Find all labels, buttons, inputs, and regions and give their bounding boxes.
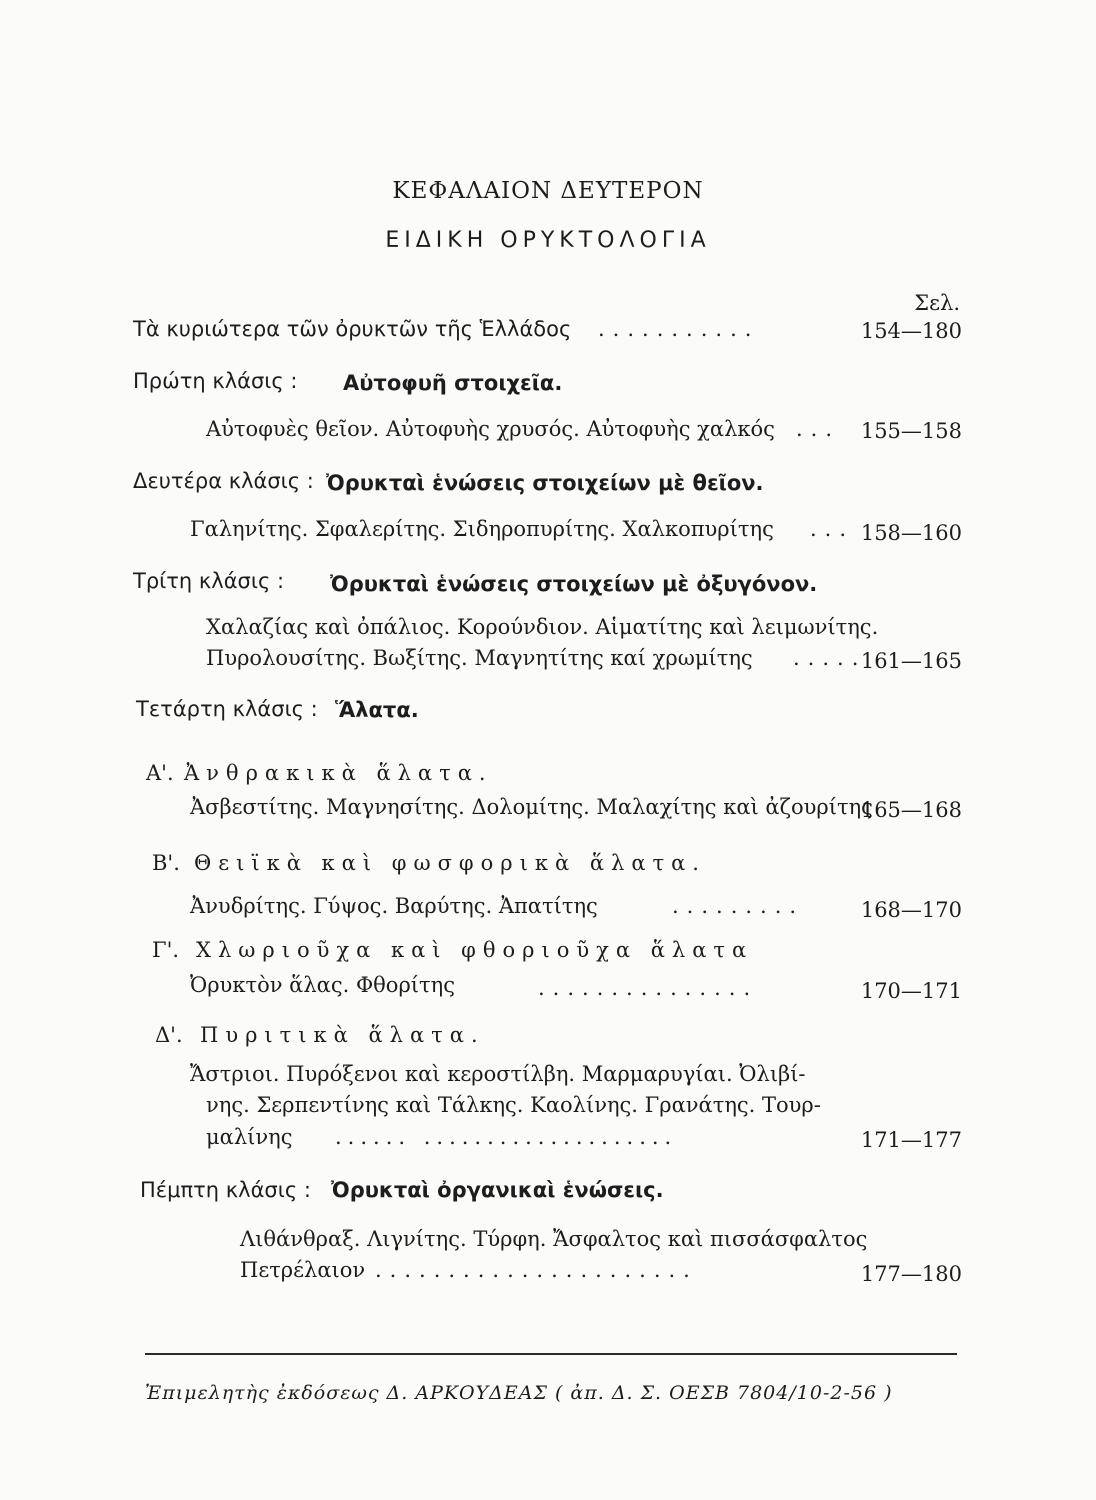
page-range: 170—171 [860,979,962,1003]
class-heading: Τετάρτη κλάσις : [136,697,318,721]
chapter-title: ΚΕΦΑΛΑΙΟΝ ΔΕΥΤΕΡΟΝ [392,178,704,204]
page-range: 161—165 [860,649,962,673]
subsection-label: Β'. [152,851,180,875]
page-range: 171—177 [860,1128,962,1152]
leader-dots: ........... [598,317,760,341]
subsection-label: Δ'. [155,1023,183,1047]
leader-dots: ...................... [375,1258,698,1282]
entry-line: Λιθάνθραξ. Λιγνίτης. Τύρφη. Ἄσφαλτος καὶ πισσάσφαλτος [240,1227,868,1251]
subsection-title: Πυριτικὰ ἅλατα. [200,1023,485,1047]
page-range: 168—170 [860,898,962,922]
page-range: 155—158 [860,419,962,443]
entry-line: νης. Σερπεντίνης καὶ Τάλκης. Καολίνης. Γρανάτης. Τουρ- [206,1093,821,1117]
subsection-title: Χλωριοῦχα καὶ φθοριοῦχα ἅλατα [196,938,754,962]
entry-line: μαλίνης [206,1125,293,1149]
class-title: Ἅλατα. [335,698,419,722]
entry-line: Ἄστριοι. Πυρόξενοι καὶ κεροστίλβη. Μαρμαρυγίαι. Ὀλιβί- [190,1062,806,1086]
entry-line: Γαληνίτης. Σφαλερίτης. Σιδηροπυρίτης. Χαλκοπυρίτης [190,517,774,541]
footer-divider [145,1353,957,1355]
entry-line: Αὐτοφυὲς θεῖον. Αὐτοφυὴς χρυσός. Αὐτοφυὴς χαλκός [206,417,775,441]
entry-line: Πετρέλαιον [240,1258,366,1282]
entry-line: Χαλαζίας καὶ ὀπάλιος. Κορούνδιον. Αἱματίτης καὶ λειμωνίτης. [206,615,879,639]
page-range: 154—180 [860,319,962,343]
leader-dots: ..... [793,646,867,670]
entry-line: Ἀσβεστίτης. Μαγνησίτης. Δολομίτης. Μαλαχίτης καὶ ἀζουρίτης [190,795,873,819]
leader-dots: ... [810,517,855,541]
class-title: Ὀρυκταὶ ἑνώσεις στοιχείων μὲ ὀξυγόνον. [330,572,818,596]
entry-line: Ὀρυκτὸν ἅλας. Φθορίτης [190,973,455,997]
class-title: Αὐτοφυῆ στοιχεῖα. [343,371,563,395]
page-column-label: Σελ. [914,291,960,315]
leader-dots: ...... .................... [335,1125,678,1149]
page-range: 165—168 [860,798,962,822]
class-heading: Πέμπτη κλάσις : [140,1178,311,1202]
subsection-title: Ἀνθρακικὰ ἅλατα. [184,761,493,785]
leader-dots: ......... [672,894,805,918]
editor-credit: Ἐπιμελητὴς ἐκδόσεως Δ. ΑΡΚΟΥΔΕΑΣ ( ἀπ. Δ. Σ. ΟΕΣΒ 7804/10-2-56 ) [145,1382,893,1404]
leader-dots: ............... [538,976,759,1000]
entry-line: Πυρολουσίτης. Βωξίτης. Μαγνητίτης καί χρωμίτης [206,646,753,670]
class-heading: Τρίτη κλάσις : [133,569,285,593]
subsection-title: Θειϊκὰ καὶ φωσφορικὰ ἅλατα. [194,851,706,875]
toc-entry-intro: Τὰ κυριώτερα τῶν ὀρυκτῶν τῆς Ἑλλάδος [133,317,572,341]
leader-dots: ... [796,417,841,441]
subsection-label: Γ'. [152,938,180,962]
page-range: 158—160 [860,521,962,545]
class-title: Ὀρυκταὶ ὀργανικαὶ ἑνώσεις. [331,1178,664,1202]
class-heading: Δευτέρα κλάσις : [133,469,314,493]
class-title: Ὀρυκταὶ ἑνώσεις στοιχείων μὲ θεῖον. [326,471,764,495]
entry-line: Ἀνυδρίτης. Γύψος. Βαρύτης. Ἀπατίτης [190,894,598,918]
page-range: 177—180 [860,1262,962,1286]
class-heading: Πρώτη κλάσις : [133,369,298,393]
subsection-label: Α'. [146,761,174,785]
section-subtitle: ΕΙΔΙΚΗ ΟΡΥΚΤΟΛΟΓΙΑ [385,228,711,253]
